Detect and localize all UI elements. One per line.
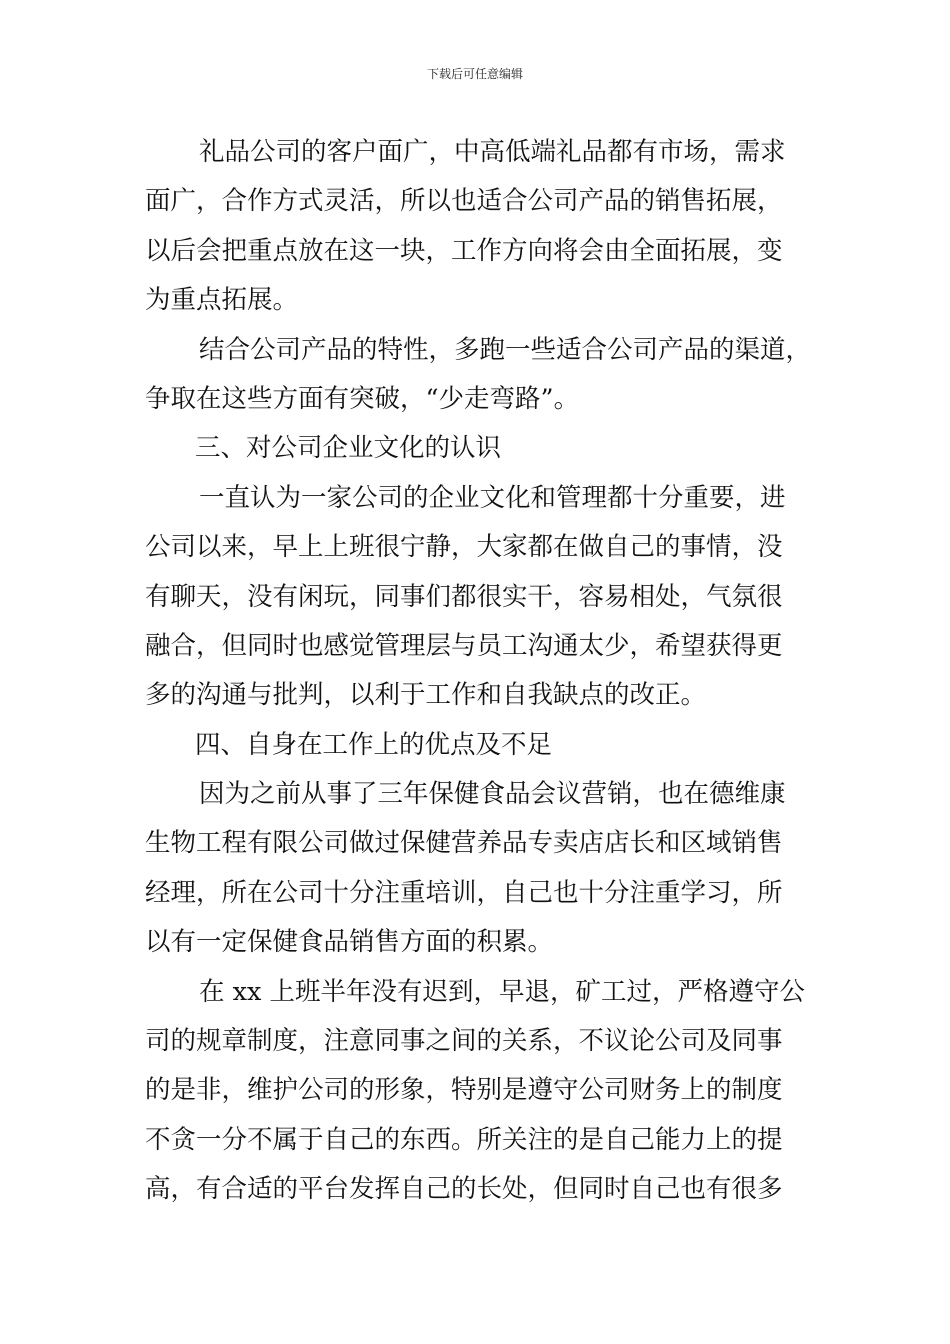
paragraph-line: 融合，但同时也感觉管理层与员工沟通太少，希望获得更 (145, 630, 783, 661)
paragraph-line: 高，有合适的平台发挥自己的长处，但同时自己也有很多 (145, 1174, 783, 1205)
paragraph-line: 以有一定保健食品销售方面的积累。 (145, 927, 554, 958)
section-heading: 四、自身在工作上的优点及不足 (195, 729, 553, 760)
paragraph-line: 一直认为一家公司的企业文化和管理都十分重要，进 (199, 482, 786, 513)
page-header: 下载后可任意编辑 (426, 67, 523, 81)
paragraph-line: 多的沟通与批判，以利于工作和自我缺点的改正。 (145, 680, 707, 711)
paragraph-line: 有聊天，没有闲玩，同事们都很实干，容易相处，气氛很 (145, 581, 783, 612)
paragraph-line: 以后会把重点放在这一块，工作方向将会由全面拓展，变 (145, 235, 783, 266)
section-heading: 三、对公司企业文化的认识 (195, 433, 502, 464)
paragraph-line: 礼品公司的客户面广，中高低端礼品都有市场，需求 (199, 137, 786, 167)
paragraph-line: 在 xx 上班半年没有迟到，早退，矿工过，严格遵守公 (199, 976, 805, 1007)
paragraph-line: 结合公司产品的特性，多跑一些适合公司产品的渠道， (199, 334, 812, 365)
document-body (145, 128, 815, 1215)
paragraph-line: 为重点拓展。 (145, 285, 299, 316)
paragraph-line: 面广，合作方式灵活，所以也适合公司产品的销售拓展， (145, 186, 783, 217)
paragraph-line: 争取在这些方面有突破，“少走弯路”。 (145, 383, 580, 414)
paragraph-line: 生物工程有限公司做过保健营养品专卖店店长和区域销售 (145, 828, 783, 859)
paragraph-line: 的是非，维护公司的形象，特别是遵守公司财务上的制度 (145, 1075, 783, 1106)
paragraph-line: 司的规章制度，注意同事之间的关系，不议论公司及同事 (145, 1026, 783, 1057)
paragraph-line: 公司以来，早上上班很宁静，大家都在做自己的事情，没 (145, 532, 783, 563)
paragraph-line: 经理，所在公司十分注重培训，自己也十分注重学习，所 (145, 877, 783, 908)
paragraph-line: 不贪一分不属于自己的东西。所关注的是自己能力上的提 (145, 1124, 783, 1155)
paragraph-line: 因为之前从事了三年保健食品会议营销，也在德维康 (199, 779, 786, 810)
